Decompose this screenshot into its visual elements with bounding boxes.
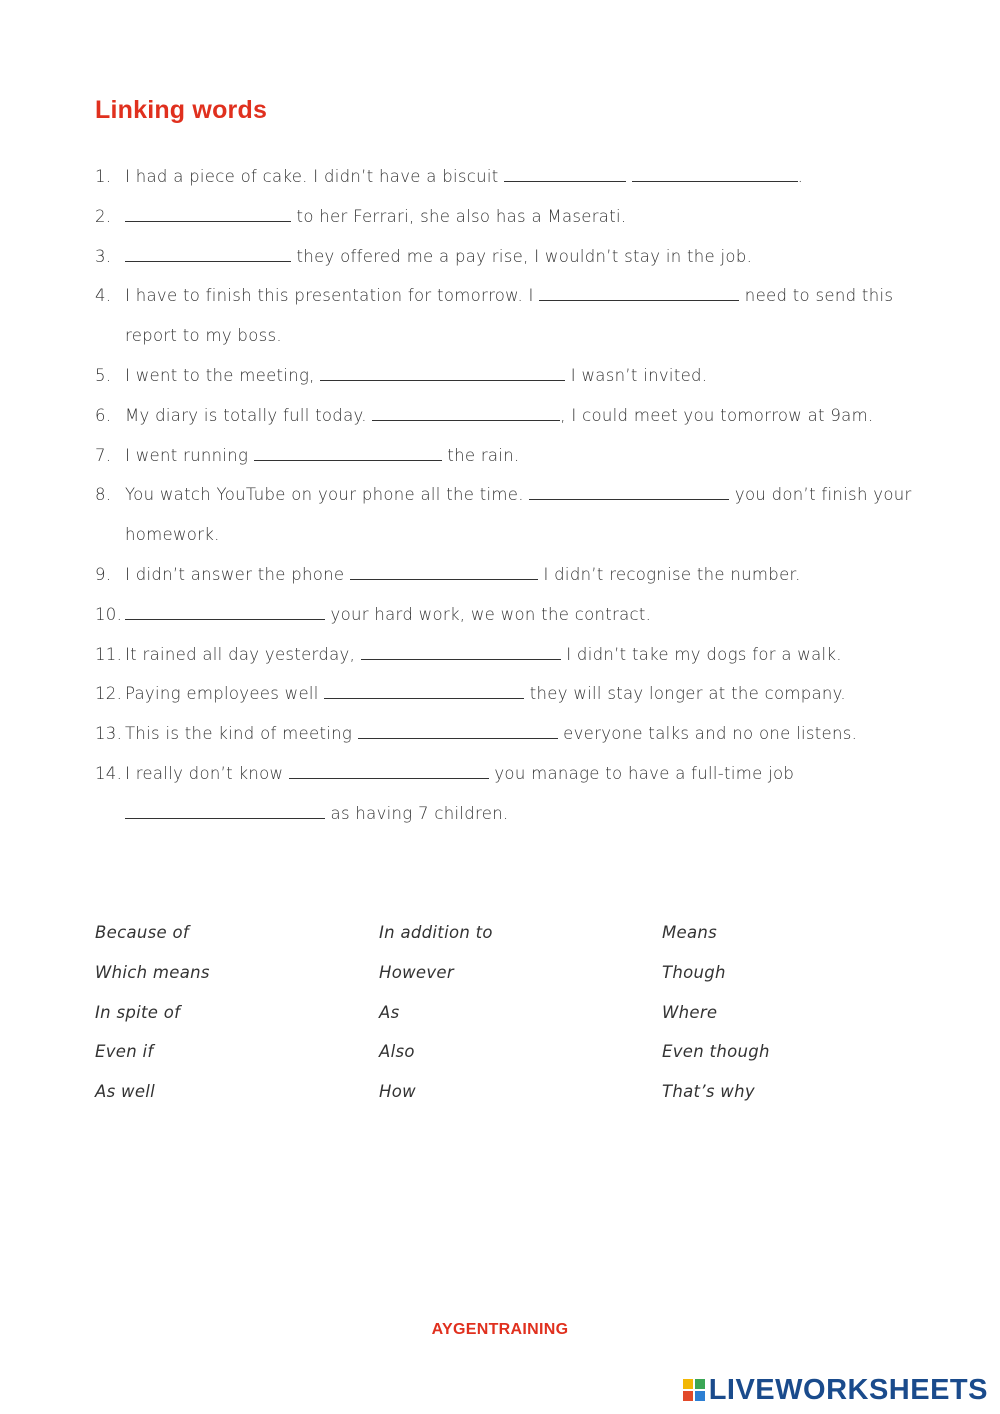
word-option: Means — [662, 923, 718, 942]
answer-blank[interactable] — [539, 284, 739, 301]
word-option: Because of — [95, 923, 190, 942]
answer-blank[interactable] — [529, 483, 729, 500]
question-14: 14. I really don’t know you manage to have a full-time job as having 7 children. — [95, 754, 915, 834]
word-option: How — [379, 1082, 416, 1102]
question-2: 2. to her Ferrari, she also has a Maserati. — [95, 197, 915, 237]
word-option: Even if — [95, 1042, 154, 1062]
answer-blank[interactable] — [125, 802, 325, 819]
logo-blocks-icon — [683, 1379, 705, 1401]
word-option: That’s why — [662, 1082, 755, 1102]
question-4: 4. I have to finish this presentation for tomorrow. I need to send this report to my boss. — [95, 276, 915, 356]
question-number: 8. — [95, 485, 112, 505]
word-option: Even though — [662, 1042, 770, 1062]
answer-blank[interactable] — [372, 404, 560, 421]
answer-blank[interactable] — [632, 165, 798, 182]
question-number: 9. — [95, 564, 112, 584]
word-option: As — [379, 1002, 400, 1022]
question-11: 11. It rained all day yesterday, I didn’t take my dogs for a walk. — [95, 635, 915, 675]
question-number: 6. — [95, 405, 112, 425]
question-8: 8. You watch YouTube on your phone all the time. you don’t finish your homework. — [95, 475, 915, 555]
question-number: 7. — [95, 445, 112, 465]
answer-blank[interactable] — [125, 205, 291, 222]
word-bank — [95, 913, 915, 1112]
answer-blank[interactable] — [289, 762, 489, 779]
question-3: 3. they offered me a pay rise, I wouldn’t stay in the job. — [95, 237, 915, 277]
question-12: 12. Paying employees well they will stay longer at the company. — [95, 674, 915, 714]
answer-blank[interactable] — [504, 165, 626, 182]
liveworksheets-logo[interactable] — [683, 1373, 988, 1407]
question-13: 13. This is the kind of meeting everyone talks and no one listens. — [95, 714, 915, 754]
word-option: Where — [662, 1002, 718, 1022]
question-6: 6. My diary is totally full today. , I could meet you tomorrow at 9am. — [95, 396, 915, 436]
question-number: 13. — [95, 724, 123, 744]
answer-blank[interactable] — [254, 444, 442, 461]
question-5: 5. I went to the meeting, I wasn’t invited. — [95, 356, 915, 396]
word-option: In spite of — [95, 1002, 181, 1022]
question-number: 5. — [95, 365, 112, 385]
page-title: Linking words — [95, 96, 268, 124]
word-option: However — [379, 962, 454, 982]
question-7: 7. I went running the rain. — [95, 436, 915, 476]
answer-blank[interactable] — [350, 563, 538, 580]
question-number: 1. — [95, 167, 112, 186]
question-number: 3. — [95, 246, 112, 266]
question-number: 4. — [95, 286, 112, 306]
question-number: 14. — [95, 763, 123, 783]
word-option: In addition to — [379, 923, 493, 942]
question-9: 9. I didn’t answer the phone I didn’t recognise the number. — [95, 555, 915, 595]
answer-blank[interactable] — [358, 722, 558, 739]
question-list — [95, 157, 915, 834]
footer-brand: AYGENTRAINING — [431, 1321, 569, 1338]
answer-blank[interactable] — [320, 364, 565, 381]
logo-text: LIVEWORKSHEETS — [708, 1373, 988, 1406]
question-1: 1. I had a piece of cake. I didn’t have a biscuit . — [95, 157, 915, 197]
answer-blank[interactable] — [324, 682, 524, 699]
word-option: Which means — [95, 962, 210, 982]
question-10: 10. your hard work, we won the contract. — [95, 595, 915, 635]
question-number: 11. — [95, 644, 123, 664]
answer-blank[interactable] — [125, 603, 325, 620]
word-option: Though — [662, 962, 726, 982]
question-number: 2. — [95, 206, 112, 226]
answer-blank[interactable] — [361, 643, 561, 660]
question-number: 10. — [95, 604, 123, 624]
word-option: Also — [379, 1042, 415, 1062]
answer-blank[interactable] — [125, 245, 291, 262]
question-number: 12. — [95, 684, 123, 704]
word-option: As well — [95, 1082, 156, 1102]
